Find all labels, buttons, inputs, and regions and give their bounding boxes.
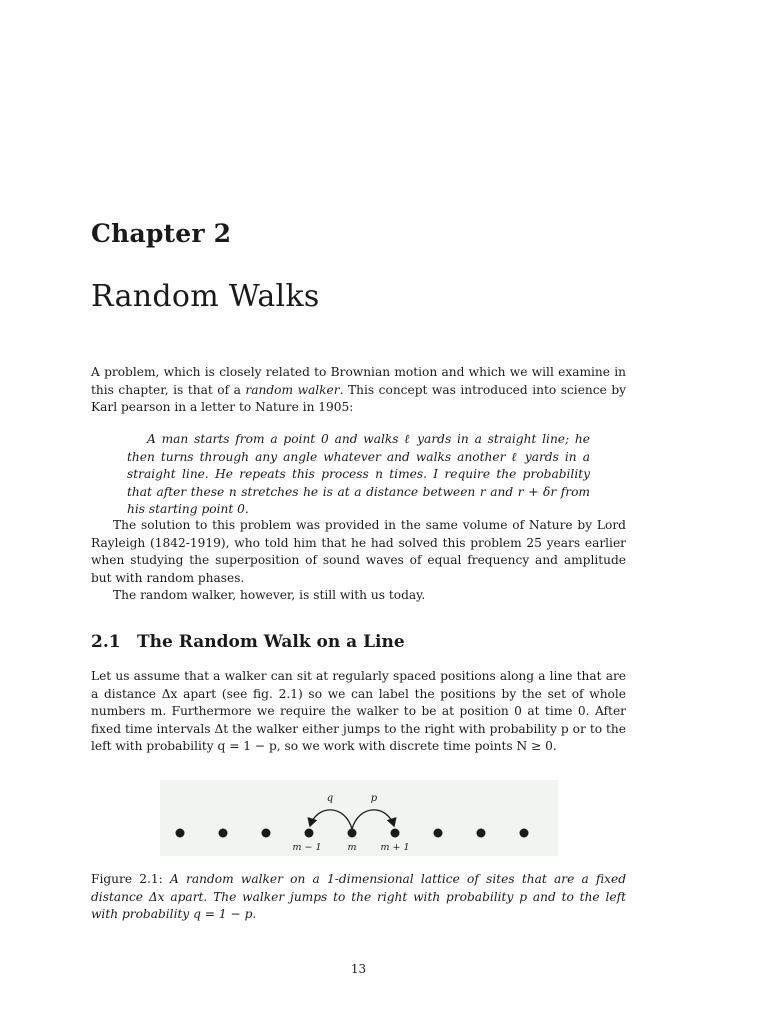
label-m: m: [347, 842, 357, 853]
walker-paragraph: The random walker, however, is still with us today.: [113, 588, 426, 602]
lattice-site: [477, 829, 486, 838]
lattice-site: [262, 829, 271, 838]
section-heading: [91, 632, 405, 652]
document-page: [91, 0, 626, 1024]
right-jump-arrow: [352, 810, 394, 829]
label-p: p: [370, 793, 378, 804]
left-jump-arrow: [310, 810, 352, 829]
section-number: 2.1: [91, 632, 121, 652]
lattice-site: [219, 829, 228, 838]
label-m-minus-1: m − 1: [292, 842, 322, 853]
label-m-plus-1: m + 1: [380, 842, 410, 853]
lattice-site: [434, 829, 443, 838]
chapter-title: Random Walks: [91, 279, 320, 314]
page-number: 13: [350, 962, 367, 976]
caption-label: Figure 2.1:: [91, 872, 163, 886]
lattice-figure: [160, 780, 558, 856]
section-title: The Random Walk on a Line: [137, 632, 405, 652]
chapter-label: Chapter 2: [91, 219, 232, 248]
intro-paragraph: [91, 364, 626, 417]
caption-text: A random walker on a 1-dimensional lattice of sites that are a fixed distance Δx apart. The walker jumps to the right with probability p and to the left with probability q = 1 − p.: [91, 872, 627, 922]
section-body: Let us assume that a walker can sit at regularly spaced positions along a line that are a distance Δx apart (see fig. 2.1) so we can label the positions by the set of whole numbers m. Furthermore we require the walker to be at position 0 at time 0. After fixed time intervals Δt the walker either jumps to the right with probability p or to the left with probability q = 1 − p, so we work with discrete time points N ≥ 0.: [91, 669, 626, 754]
label-q: q: [326, 793, 334, 804]
intro-emphasis: random walker: [245, 382, 340, 397]
lattice-site: [176, 829, 185, 838]
figure-caption: [91, 871, 626, 924]
lattice-site: [305, 829, 314, 838]
lattice-site: [391, 829, 400, 838]
lattice-diagram: [160, 780, 558, 856]
intro-text-end: . This concept was introduced into science by Karl pearson in a letter to Nature in 1905:: [91, 382, 627, 415]
rayleigh-paragraph: The solution to this problem was provided in the same volume of Nature by Lord Rayleigh (1842-1919), who told him that he had solved this problem 25 years earlier when studying the superposition of sound waves of equal frequency and amplitude but with random phases.: [91, 518, 626, 585]
lattice-site: [520, 829, 529, 838]
lattice-site: [348, 829, 357, 838]
intro-text-start: A problem, which is closely related to Brownian motion and which we will examine in this chapter, is that of a: [91, 365, 626, 397]
pearson-quote: A man starts from a point 0 and walks ℓ yards in a straight line; he then turns through any angle whatever and walks another ℓ yards in a straight line. He repeats this process n times. I require the probability that after these n stretches he is at a distance between r and r + δr from his starting point 0.: [127, 432, 590, 517]
